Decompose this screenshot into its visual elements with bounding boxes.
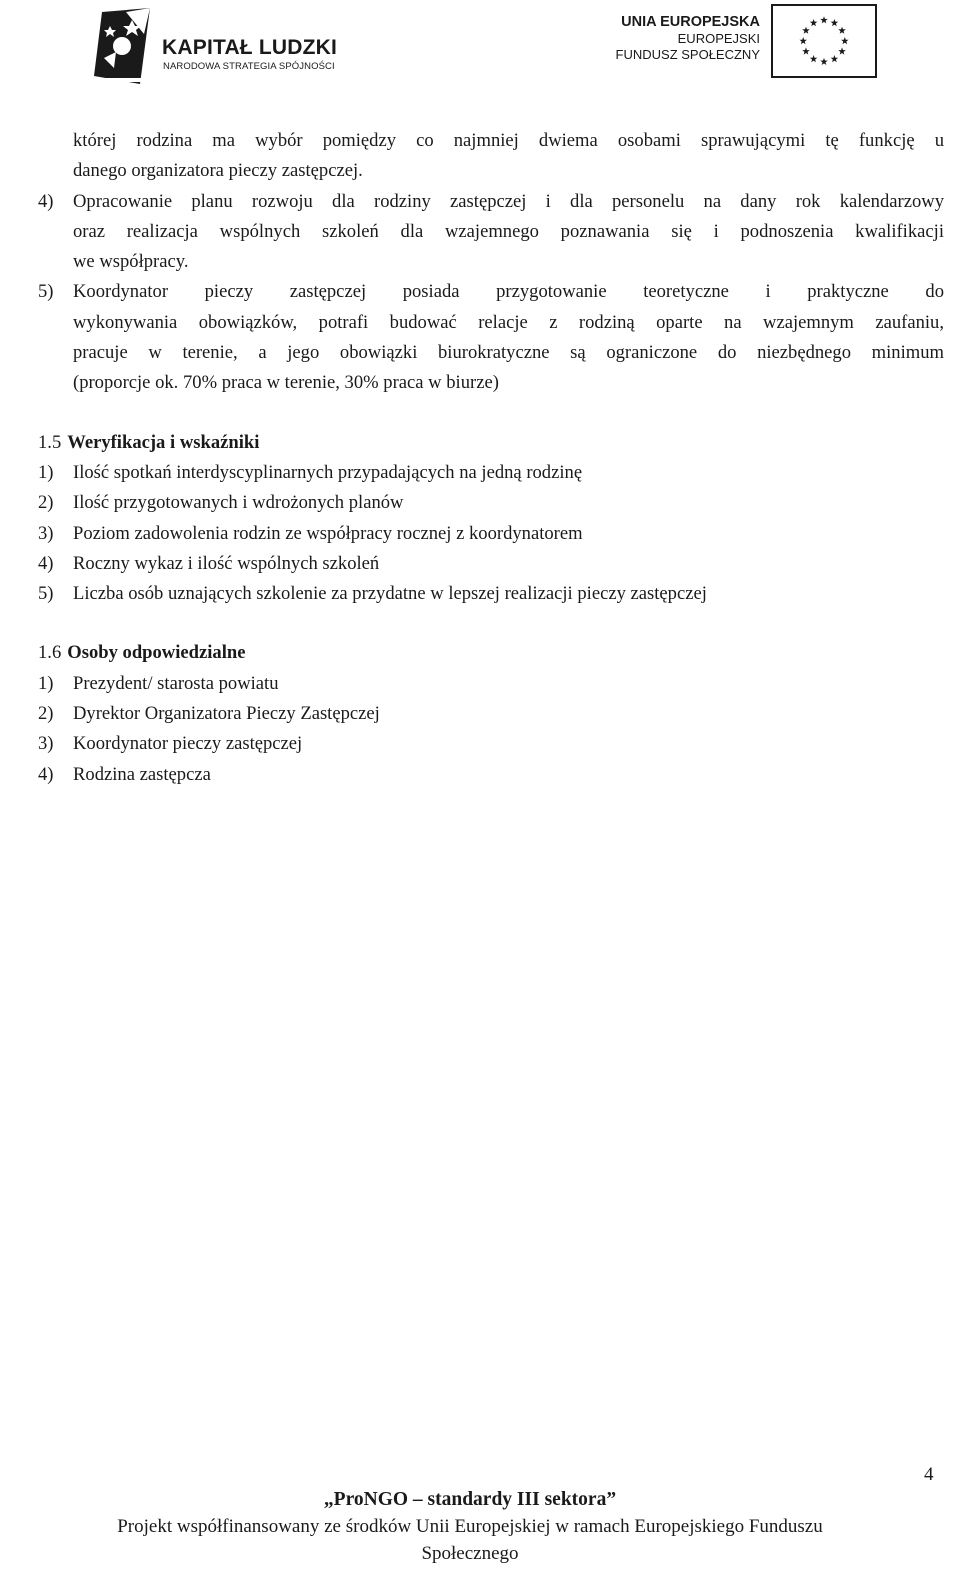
list-item-number: 5) bbox=[38, 281, 54, 303]
list-item-line: we współpracy. bbox=[73, 251, 189, 273]
list-item-number: 4) bbox=[38, 190, 54, 212]
eu-star-icon bbox=[802, 47, 810, 54]
list-item bbox=[38, 760, 944, 790]
intro-paragraph bbox=[38, 126, 944, 187]
section-number: 1.5 bbox=[38, 431, 62, 453]
eu-star-icon bbox=[838, 47, 846, 54]
eu-star-icon bbox=[820, 58, 828, 65]
list-item bbox=[38, 669, 944, 699]
list-item bbox=[38, 458, 944, 488]
kapital-ludzki-emblem-icon bbox=[92, 6, 154, 88]
footer-line: Społecznego bbox=[421, 1543, 519, 1564]
section-list bbox=[38, 669, 944, 790]
section-heading bbox=[38, 428, 944, 458]
list-item-number: 2) bbox=[38, 492, 54, 514]
eu-star-icon bbox=[831, 19, 839, 26]
section-list bbox=[38, 458, 944, 609]
list-item-number: 1) bbox=[38, 672, 54, 694]
eu-logo-line3: FUNDUSZ SPOŁECZNY bbox=[615, 46, 760, 62]
section-title: Weryfikacja i wskaźniki bbox=[67, 431, 260, 453]
list-item-text: Dyrektor Organizatora Pieczy Zastępczej bbox=[73, 703, 380, 725]
eu-star-icon bbox=[799, 37, 807, 44]
eu-logo-text bbox=[616, 14, 760, 63]
section-verification bbox=[38, 428, 944, 610]
list-item-number: 1) bbox=[38, 461, 54, 483]
list-item-text: Koordynator pieczy zastępczej bbox=[73, 733, 303, 755]
list-item-number: 5) bbox=[38, 583, 54, 605]
list-item-text: Liczba osób uznających szkolenie za przydatne w lepszej realizacji pieczy zastępczej bbox=[73, 583, 707, 605]
eu-star-icon bbox=[831, 55, 839, 62]
list-item-number: 3) bbox=[38, 522, 54, 544]
list-item bbox=[38, 187, 944, 278]
eu-star-icon bbox=[838, 27, 846, 34]
section-number: 1.6 bbox=[38, 642, 62, 664]
logo-subtitle: NARODOWA STRATEGIA SPÓJNOŚCI bbox=[163, 61, 335, 72]
section-title: Osoby odpowiedzialne bbox=[67, 642, 246, 664]
section-responsible bbox=[38, 638, 944, 789]
list-item-line: Opracowanie planu rozwoju dla rodziny zastępczej i dla personelu na dany rok kalendarzowy bbox=[73, 190, 944, 212]
eu-star-icon bbox=[810, 19, 818, 26]
page-footer bbox=[0, 1486, 940, 1567]
intro-line: której rodzina ma wybór pomiędzy co najmniej dwiema osobami sprawującymi tę funkcję u bbox=[73, 130, 944, 151]
list-item bbox=[38, 699, 944, 729]
list-item-line: oraz realizacja wspólnych szkoleń dla wzajemnego poznawania się i podnoszenia kwalifikacji bbox=[73, 220, 944, 242]
list-item-text: Ilość spotkań interdyscyplinarnych przypadających na jedną rodzinę bbox=[73, 461, 583, 483]
eu-flag-icon bbox=[771, 4, 877, 78]
list-item-number: 4) bbox=[38, 763, 54, 785]
eu-star-icon bbox=[802, 27, 810, 34]
intro-line: danego organizatora pieczy zastępczej. bbox=[73, 160, 363, 182]
list-item bbox=[38, 549, 944, 579]
page-number: 4 bbox=[924, 1464, 934, 1485]
eu-star-icon bbox=[841, 37, 849, 44]
list-item-text: Poziom zadowolenia rodzin ze współpracy rocznej z koordynatorem bbox=[73, 522, 583, 544]
list-item bbox=[38, 579, 944, 609]
list-item-line: pracuje w terenie, a jego obowiązki biurokratyczne są ograniczone do niezbędnego minimum bbox=[73, 342, 944, 364]
list-item-line: Koordynator pieczy zastępczej posiada przygotowanie teoretyczne i praktyczne do bbox=[73, 281, 944, 303]
list-item-text: Prezydent/ starosta powiatu bbox=[73, 672, 279, 694]
kapital-ludzki-logo bbox=[92, 6, 362, 92]
list-item bbox=[38, 277, 944, 398]
eu-star-icon bbox=[810, 55, 818, 62]
eu-logo-line1: UNIA EUROPEJSKA bbox=[621, 14, 760, 30]
list-item-number: 4) bbox=[38, 552, 54, 574]
list-item-text: Ilość przygotowanych i wdrożonych planów bbox=[73, 492, 404, 514]
section-heading bbox=[38, 638, 944, 668]
list-item bbox=[38, 519, 944, 549]
eu-star-icon bbox=[820, 16, 828, 23]
logo-title: KAPITAŁ LUDZKI bbox=[162, 36, 338, 59]
list-item-text: Rodzina zastępcza bbox=[73, 763, 211, 785]
list-item bbox=[38, 488, 944, 518]
list-item bbox=[38, 729, 944, 759]
list-item-text: Roczny wykaz i ilość wspólnych szkoleń bbox=[73, 552, 380, 574]
document-body bbox=[38, 126, 944, 790]
eu-logo-line2: EUROPEJSKI bbox=[677, 31, 760, 47]
footer-title: „ProNGO – standardy III sektora” bbox=[323, 1489, 617, 1510]
list-item-number: 2) bbox=[38, 703, 54, 725]
eu-logo bbox=[605, 4, 877, 80]
list-item-number: 3) bbox=[38, 733, 54, 755]
footer-line: Projekt współfinansowany ze środków Unii Europejskiej w ramach Europejskiego Funduszu bbox=[117, 1516, 823, 1537]
list-item-line: wykonywania obowiązków, potrafi budować relacje z rodziną oparte na wzajemnym zaufaniu, bbox=[73, 311, 944, 333]
list-item-line: (proporcje ok. 70% praca w terenie, 30% praca w biurze) bbox=[73, 372, 499, 394]
